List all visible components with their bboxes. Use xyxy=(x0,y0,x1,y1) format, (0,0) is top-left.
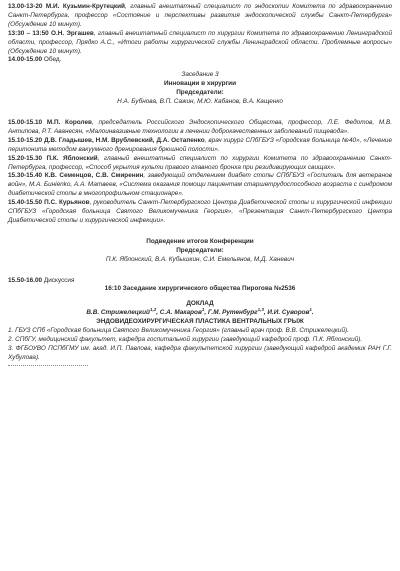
item-speaker: Д.В. Гладышев, Н.М. Врублевский, Д.А. Остапенко xyxy=(44,136,205,144)
item-time: 13.00-13-20 xyxy=(8,3,43,10)
session-chairs: Н.А. Бубнова, В.П. Сажин, М.Ю. Кабанов, В.А. Кащенко xyxy=(117,98,283,106)
report-author: С.А. Макаров xyxy=(159,309,202,317)
item-text: , главный внештатный специалист по эндоскопии Комитета по здравоохранению Санкт-Петербурга, профессор «Состояние и перспективы развития эндоскопической службы Санкт-Петербурга» (Обсуждение 10 минут). xyxy=(8,3,392,28)
item-time: 15.10-15.20 xyxy=(8,136,43,144)
program-item-korolev xyxy=(8,119,392,137)
report-author: В.В. Стрижелецкий xyxy=(86,309,150,317)
report-affiliation: 1. ГБУЗ СПб «Городская больница Святого Великомученика Георгия» (главный врач проф. В.В. Стрижелецкий). xyxy=(8,327,349,335)
session-chairs-label: Председатели: xyxy=(176,89,224,97)
program-item-kuzmin xyxy=(8,3,392,30)
author-affiliation-mark: 1,3 xyxy=(257,307,264,313)
item-time: 15.00-15.10 xyxy=(8,118,43,126)
report-affiliation: 3. ФГБОУВО ПСПбГМУ им. акад. И.П. Павлова, кафедра факультетской хирургии (заведующий кафедрой академик РАН Г.Г. Хубулова). xyxy=(8,344,392,361)
item-text: , председатель Российского Эндоскопического Общества, профессор, Л.Е. Федотов, М.В. Антипова, Р.Т. Аванесян, «Малоинвазивные технологии в лечении доброкачественных заболеваний пищевода». xyxy=(8,118,392,135)
item-text: , врач хирург СПбГБУЗ «Городская больница №40», «Лечение перитонита методом вакуумного дренирования брюшной полости». xyxy=(8,136,392,153)
item-text: Дискуссия xyxy=(42,276,75,284)
report-affiliation: 2. СПбГУ, медицинский факультет, кафедра госпитальной хирургии (заведующий кафедрой проф. П.К. Яблонский). xyxy=(8,336,363,343)
author-affiliation-mark: 1 xyxy=(201,307,205,313)
item-time: 15.30-15.40 xyxy=(8,172,43,180)
item-text: , заведующий отделением диабет стопы СПбГБУЗ «Госпиталь для ветеранов войн», М.А. Бинienko, А.А. Матвеев, «Система оказания помощи пациентам старшетрудоспособного возраста с синдромом диабетической стопы в многопрофильном стационаре». xyxy=(8,172,392,198)
item-time: 14.00-15.00 xyxy=(8,56,43,64)
item-speaker: О.Н. Эргашев xyxy=(50,29,94,37)
program-item-semenkov xyxy=(8,172,392,199)
author-affiliation-mark: 1 xyxy=(309,307,312,313)
program-item-lunch xyxy=(8,56,392,65)
item-text: Обед. xyxy=(42,56,62,64)
item-speaker: П.С. Курьянов xyxy=(44,199,90,207)
report-label: ДОКЛАД xyxy=(186,300,214,308)
item-speaker: М.П. Королев xyxy=(46,118,92,126)
report-title: ЭНДОВИДЕОХИРУРГИЧЕСКАЯ ПЛАСТИКА ВЕНТРАЛЬНЫХ ГРЫЖ xyxy=(96,318,304,326)
summary-chairs-label: Председатели: xyxy=(176,246,224,254)
program-item-kuryanov xyxy=(8,199,392,226)
author-affiliation-mark: 1,2 xyxy=(149,307,157,313)
item-speaker: М.И. Кузьмин-Крутецкий xyxy=(45,3,125,10)
item-time: 15.50-16.00 xyxy=(8,276,43,284)
footnote-divider xyxy=(8,365,88,366)
session-heading: Заседание 3 xyxy=(181,71,219,79)
item-text: , главный внештатный специалист по хирургии Комитета по здравоохранению Санкт-Петербурга, профессор, «Способ укрытия культи правого главного бронха при резидивирующих свищах». xyxy=(8,154,392,171)
program-item-gladyshev xyxy=(8,137,392,155)
report-author: Г.М. Рутенбург xyxy=(207,309,258,317)
item-speaker: П.К. Яблонский xyxy=(46,154,98,162)
summary-chairs: П.К. Яблонский, В.А. Кубышкин, С.И. Емельянов, М.Д. Ханевич xyxy=(105,255,295,263)
item-time: 15.20-15.30 xyxy=(8,154,43,162)
pirogov-session: 16:10 Заседание хирургического общества Пирогова №2536 xyxy=(104,285,296,293)
session-title: Инновации в хирургии xyxy=(163,80,237,88)
report-author: И.И. Суворов xyxy=(267,309,310,317)
item-text: , руководитель Санкт-Петербургского Центра Диабетической стопы и хирургической инфекции СПбГБУЗ «Городская больница Святого Великомученика Георгия», «Презентация Санкт-Петербургского Центра Диабетической стопы и хирургической инфекции». xyxy=(8,199,392,224)
program-item-yablonsky xyxy=(8,155,392,173)
item-speaker: К.В. Семенцов, С.В. Смиренин xyxy=(44,172,144,180)
item-text: , главный внештатный специалист по хирургии Комитета по здравоохранению Ленинградской области, профессор, Прядко А.С., «Итоги работы хирургической службы Ленинградской области. Проблемные вопросы» (Обсуждение 10 минут). xyxy=(8,29,393,55)
report-authors: В.В. Стрижелецкий$^{1,2}$, С.А. Макаров$^1$, Г.М. Рутенбург$^{1,3}$, И.И. Суворов$^1$. xyxy=(86,307,314,317)
item-time: 13:30 – 13:50 xyxy=(8,29,49,37)
summary-title: Подведение итогов Конференции xyxy=(146,237,254,245)
item-time: 15.40-15.50 xyxy=(8,199,43,207)
program-item-ergashev xyxy=(8,30,392,57)
